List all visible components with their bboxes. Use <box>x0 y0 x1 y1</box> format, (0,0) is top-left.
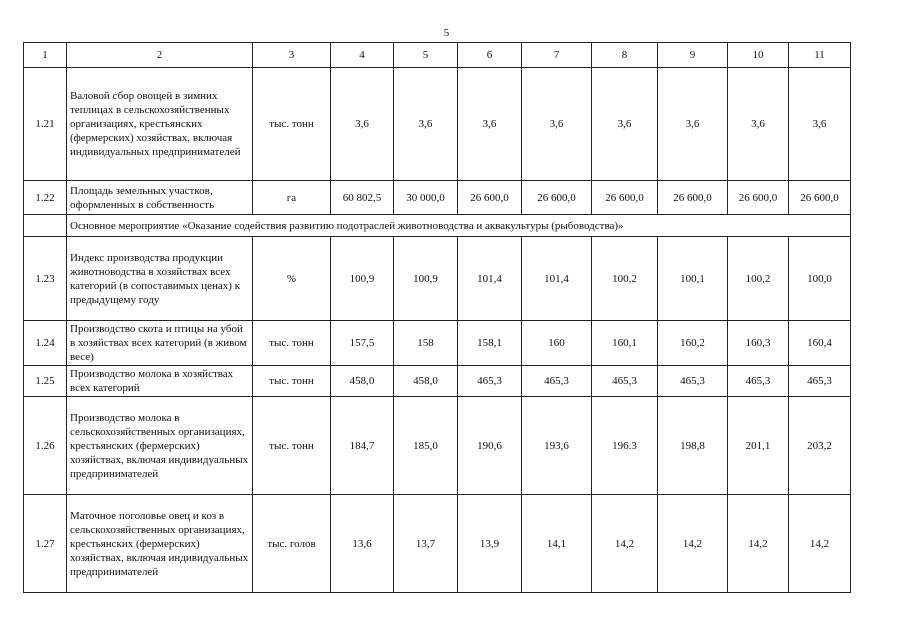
row-value: 193,6 <box>522 397 592 495</box>
row-unit: тыс. тонн <box>253 397 331 495</box>
row-value: 100,9 <box>394 237 458 321</box>
row-value: 190,6 <box>458 397 522 495</box>
section-empty-cell <box>24 215 67 237</box>
row-unit: тыс. тонн <box>253 321 331 366</box>
row-description: Валовой сбор овощей в зимних теплицах в сельскохозяйственных организациях, крестьянских (фермерских) хозяйствах, включая индивидуальных предпринимателей <box>67 68 253 181</box>
row-value: 158,1 <box>458 321 522 366</box>
row-value: 465,3 <box>789 366 851 397</box>
row-value: 13,9 <box>458 495 522 593</box>
row-value: 160,4 <box>789 321 851 366</box>
row-value: 100,0 <box>789 237 851 321</box>
row-value: 14,2 <box>789 495 851 593</box>
row-value: 101,4 <box>458 237 522 321</box>
row-id: 1.22 <box>24 181 67 215</box>
header-cell: 2 <box>67 43 253 68</box>
row-unit: тыс. тонн <box>253 68 331 181</box>
table-row <box>24 366 851 397</box>
row-value: 198,8 <box>658 397 728 495</box>
row-unit: тыс. голов <box>253 495 331 593</box>
header-cell: 5 <box>394 43 458 68</box>
table-row <box>24 181 851 215</box>
row-value: 458,0 <box>394 366 458 397</box>
header-cell: 7 <box>522 43 592 68</box>
row-value: 160 <box>522 321 592 366</box>
header-cell: 1 <box>24 43 67 68</box>
row-value: 3,6 <box>458 68 522 181</box>
row-value: 3,6 <box>394 68 458 181</box>
row-value: 185,0 <box>394 397 458 495</box>
row-description: Производство скота и птицы на убой в хозяйствах всех категорий (в живом весе) <box>67 321 253 366</box>
row-value: 26 600,0 <box>592 181 658 215</box>
table-row <box>24 495 851 593</box>
row-value: 26 600,0 <box>522 181 592 215</box>
page-number: 5 <box>443 27 450 39</box>
indicators-table <box>23 42 851 593</box>
row-description: Маточное поголовье овец и коз в сельскохозяйственных организациях, крестьянских (фермерских) хозяйствах, включая индивидуальных предпринимателей <box>67 495 253 593</box>
table-row <box>24 397 851 495</box>
row-id: 1.24 <box>24 321 67 366</box>
row-unit: га <box>253 181 331 215</box>
row-value: 60 802,5 <box>331 181 394 215</box>
table-row <box>24 68 851 181</box>
row-value: 3,6 <box>658 68 728 181</box>
header-cell: 11 <box>789 43 851 68</box>
row-description: Производство молока в сельскохозяйственных организациях, крестьянских (фермерских) хозяйствах, включая индивидуальных предпринимателей <box>67 397 253 495</box>
row-unit: тыс. тонн <box>253 366 331 397</box>
row-value: 158 <box>394 321 458 366</box>
row-value: 184,7 <box>331 397 394 495</box>
row-value: 26 600,0 <box>789 181 851 215</box>
row-unit: % <box>253 237 331 321</box>
row-description: Индекс производства продукции животноводства в хозяйствах всех категорий (в сопоставимых ценах) к предыдущему году <box>67 237 253 321</box>
section-row <box>24 215 851 237</box>
row-description: Производство молока в хозяйствах всех категорий <box>67 366 253 397</box>
row-value: 3,6 <box>592 68 658 181</box>
row-description: Площадь земельных участков, оформленных в собственность <box>67 181 253 215</box>
row-value: 26 600,0 <box>458 181 522 215</box>
row-value: 3,6 <box>331 68 394 181</box>
row-value: 465,3 <box>658 366 728 397</box>
header-cell: 10 <box>728 43 789 68</box>
row-value: 160,3 <box>728 321 789 366</box>
row-value: 157,5 <box>331 321 394 366</box>
row-id: 1.23 <box>24 237 67 321</box>
row-value: 100,2 <box>592 237 658 321</box>
row-value: 3,6 <box>728 68 789 181</box>
row-id: 1.27 <box>24 495 67 593</box>
row-value: 465,3 <box>728 366 789 397</box>
row-id: 1.26 <box>24 397 67 495</box>
row-value: 100,1 <box>658 237 728 321</box>
row-value: 458,0 <box>331 366 394 397</box>
row-value: 14,2 <box>658 495 728 593</box>
row-value: 465,3 <box>458 366 522 397</box>
section-title: Основное мероприятие «Оказание содействия развитию подотраслей животноводства и аквакультуры (рыбоводства)» <box>67 215 851 237</box>
row-value: 100,2 <box>728 237 789 321</box>
row-value: 465,3 <box>592 366 658 397</box>
row-value: 14,1 <box>522 495 592 593</box>
row-value: 13,7 <box>394 495 458 593</box>
row-value: 3,6 <box>789 68 851 181</box>
row-value: 3,6 <box>522 68 592 181</box>
header-cell: 4 <box>331 43 394 68</box>
row-value: 160,2 <box>658 321 728 366</box>
row-value: 26 600,0 <box>728 181 789 215</box>
row-value: 201,1 <box>728 397 789 495</box>
row-value: 30 000,0 <box>394 181 458 215</box>
header-row <box>24 43 851 68</box>
table-row <box>24 237 851 321</box>
row-value: 100,9 <box>331 237 394 321</box>
header-cell: 3 <box>253 43 331 68</box>
row-value: 26 600,0 <box>658 181 728 215</box>
header-cell: 9 <box>658 43 728 68</box>
row-value: 203,2 <box>789 397 851 495</box>
row-value: 465,3 <box>522 366 592 397</box>
header-cell: 6 <box>458 43 522 68</box>
row-value: 14,2 <box>592 495 658 593</box>
row-value: 196.3 <box>592 397 658 495</box>
table-row <box>24 321 851 366</box>
row-id: 1.25 <box>24 366 67 397</box>
row-id: 1.21 <box>24 68 67 181</box>
row-value: 160,1 <box>592 321 658 366</box>
row-value: 14,2 <box>728 495 789 593</box>
row-value: 13,6 <box>331 495 394 593</box>
row-value: 101,4 <box>522 237 592 321</box>
header-cell: 8 <box>592 43 658 68</box>
